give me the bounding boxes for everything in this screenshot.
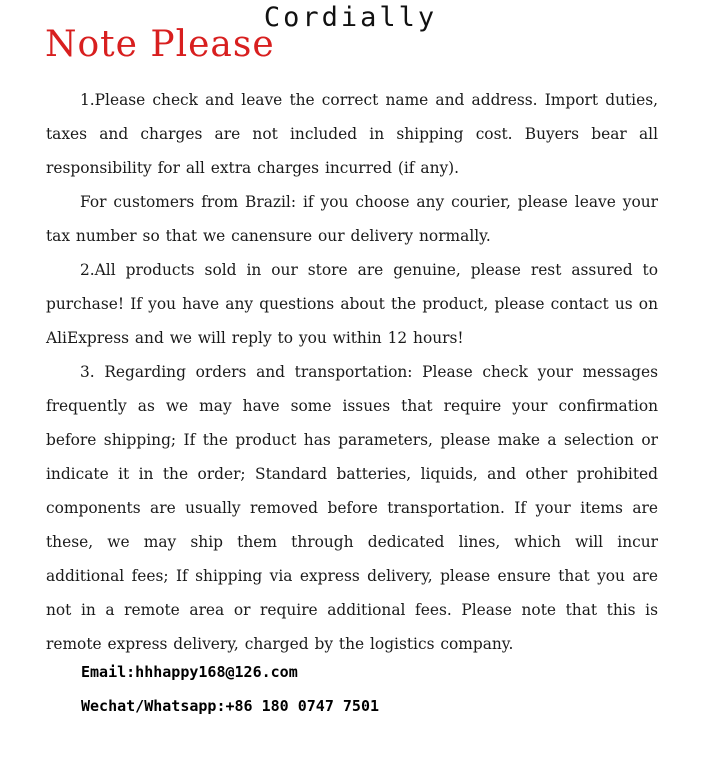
contact-phone: Wechat/Whatsapp:+86 180 0747 7501 [81, 697, 380, 715]
notice-paragraph-2: 2.All products sold in our store are genuine, please rest assured to purchase! If you have any questions about the product, please contact us on AliExpress and we will reply to you within 12 hours! [46, 261, 658, 347]
notice-body [46, 83, 658, 661]
page-title: Note Please [45, 24, 275, 65]
brand-heading: Cordially [263, 2, 438, 33]
notice-paragraph-1: 1.Please check and leave the correct name and address. Import duties, taxes and charges are not included in shipping cost. Buyers bear all responsibility for all extra charges incurred (if any). [46, 91, 658, 177]
notice-paragraph-3: 3. Regarding orders and transportation: Please check your messages frequently as we may have some issues that require your confirmation before shipping; If the product has parameters, please make a selection or indicate it in the order; Standard batteries, liquids, and other prohibited components are usually removed before transportation. If your items are these, we may ship them through dedicated lines, which will incur additional fees; If shipping via express delivery, please ensure that you are not in a remote area or require additional fees. Please note that this is remote express delivery, charged by the logistics company. [46, 363, 658, 653]
contact-email: Email:hhhappy168@126.com [81, 663, 298, 681]
notice-paragraph-brazil: For customers from Brazil: if you choose any courier, please leave your tax number so that we canensure our delivery normally. [46, 193, 658, 245]
